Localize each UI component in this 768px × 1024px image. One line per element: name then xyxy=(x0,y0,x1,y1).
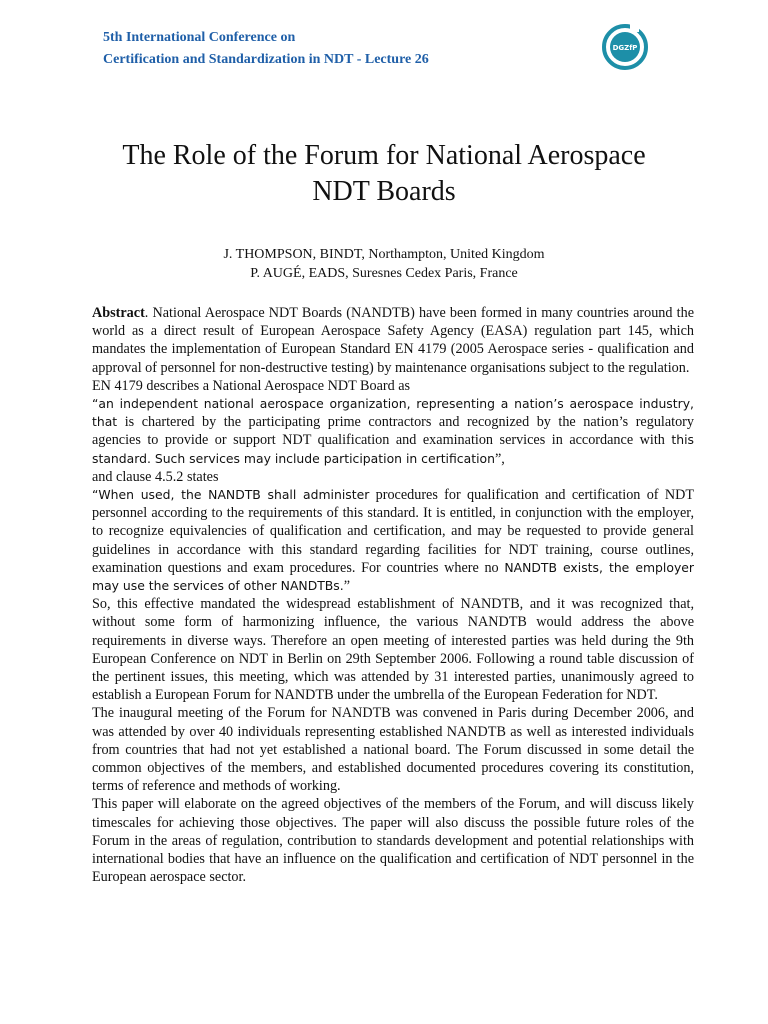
conference-header xyxy=(103,27,523,71)
author-1: J. THOMPSON, BINDT, Northampton, United Kingdom xyxy=(223,247,545,262)
lecture-info: Certification and Standardization in NDT - Lecture 26 xyxy=(103,52,429,67)
title-line-1: The Role of the Forum for National Aerospace xyxy=(122,140,646,171)
en4179-quote: “an independent national aerospace organization, representing a nation’s aerospace industry, that is chartered by the participating prime contractors and recognized by the nation’s regulatory agencies to provide or support NDT qualification and examination services in accordance with this standard. Such services may include participation in certification”, xyxy=(92,396,695,467)
dgzfp-logo-icon xyxy=(600,22,650,72)
abstract-paragraph-5: The inaugural meeting of the Forum for NANDTB was convened in Paris during December 2006, and was attended by over 40 individuals representing established NANDTB as well as interested individuals from countries that had not yet established a national board. The Forum discussed in some detail the common objectives of the members, and established documented procedures covering its constitution, terms of reference and methods of working. xyxy=(92,705,694,795)
author-list xyxy=(40,245,728,283)
abstract-paragraph-3: and clause 4.5.2 states xyxy=(92,468,219,485)
clause-quote: “When used, the NANDTB shall administer procedures for qualification and certification of NDT personnel according to the requirements of this standard. It is entitled, in conjunction with the employer, to recognize equivalencies of qualification and certification, and may be requested to provide general guidelines in accordance with this standard regarding facilities for NDT training, course outlines, examination questions and exam procedures. For countries where no NANDTB exists, the employer may use the services of other NANDTBs.” xyxy=(92,487,694,595)
abstract-paragraph-1: Abstract. National Aerospace NDT Boards (NANDTB) have been formed in many countries around the world as a direct result of European Aerospace Safety Agency (EASA) regulation part 145, which mandates the implementation of European Standard EN 4179 (2005 Aerospace series - qualification and approval of personnel for non-destructive testing) by maintenance organisations subject to the regulation. xyxy=(92,305,694,376)
abstract-paragraph-2: EN 4179 describes a National Aerospace NDT Board as xyxy=(92,377,411,394)
abstract-paragraph-4: So, this effective mandated the widespread establishment of NANDTB, and it was recognized that, without some form of harmonizing influence, the various NANDTB would address the above requirements in diverse ways. Therefore an open meeting of interested parties was held during the 9th European Conference on NDT in Berlin on 29th September 2006. Following a round table discussion of the pertinent issues, this meeting, which was attended by 31 interested parties, unanimously agreed to establish a European Forum for NANDTB under the umbrella of the European Federation for NDT. xyxy=(92,596,694,704)
dgzfp-logo xyxy=(600,22,650,72)
paper-title xyxy=(40,138,728,210)
title-line-2: NDT Boards xyxy=(312,176,456,207)
conference-name: 5th International Conference on xyxy=(103,30,296,45)
author-2: P. AUGÉ, EADS, Suresnes Cedex Paris, France xyxy=(250,266,518,281)
logo-text: DGZfP xyxy=(612,44,638,52)
abstract-body xyxy=(92,304,694,887)
abstract-label: Abstract xyxy=(92,305,145,321)
abstract-paragraph-6: This paper will elaborate on the agreed objectives of the members of the Forum, and will discuss likely timescales for achieving those objectives. The paper will also discuss the possible future roles of the Forum in the areas of regulation, contribution to standards development and potential relationships with international bodies that have an influence on the qualification and certification of NDT personnel in the European aerospace sector. xyxy=(92,796,694,886)
